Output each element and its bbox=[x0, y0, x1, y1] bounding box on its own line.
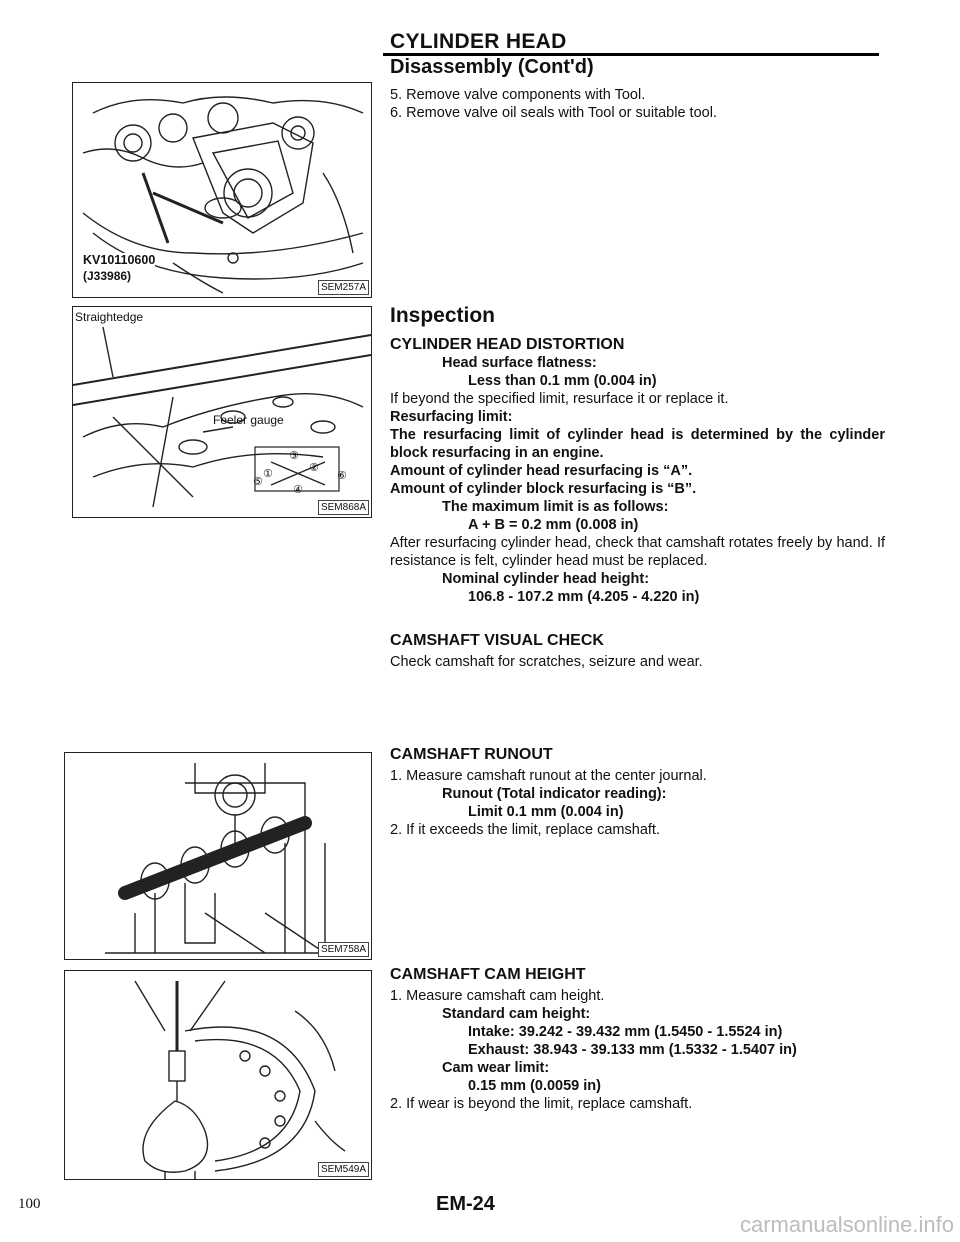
beyond-limit-note: If beyond the specified limit, resurface it or replace it. bbox=[390, 391, 729, 407]
intake-cam-height: Intake: 39.242 - 39.432 mm (1.5450 - 1.5524 in) bbox=[468, 1024, 783, 1040]
runout-heading: CAMSHAFT RUNOUT bbox=[390, 746, 553, 763]
cam-height-step-2: 2. If wear is beyond the limit, replace camshaft. bbox=[390, 1096, 693, 1112]
visual-check-heading: CAMSHAFT VISUAL CHECK bbox=[390, 632, 604, 649]
figure-code: SEM549A bbox=[318, 1162, 369, 1177]
maximum-limit-label: The maximum limit is as follows: bbox=[442, 499, 669, 515]
amount-block-resurfacing: Amount of cylinder block resurfacing is “B”. bbox=[390, 481, 697, 497]
maximum-limit-value: A + B = 0.2 mm (0.008 in) bbox=[468, 517, 639, 533]
cam-wear-limit-value: 0.15 mm (0.0059 in) bbox=[468, 1078, 601, 1094]
camshaft-runout-illustration bbox=[65, 753, 371, 959]
after-resurfacing-text: After resurfacing cylinder head, check that camshaft rotates freely by hand. If resistance is felt, cylinder head must be replaced. bbox=[390, 535, 885, 569]
disassembly-step-5: 5. Remove valve components with Tool. bbox=[390, 87, 646, 103]
position-marker-2: ② bbox=[309, 462, 319, 474]
nominal-height-value: 106.8 - 107.2 mm (4.205 - 4.220 in) bbox=[468, 589, 700, 605]
amount-head-resurfacing: Amount of cylinder head resurfacing is “A”. bbox=[390, 463, 693, 479]
cam-wear-limit-label: Cam wear limit: bbox=[442, 1060, 550, 1076]
cam-height-illustration bbox=[65, 971, 371, 1179]
position-marker-3: ③ bbox=[289, 450, 299, 462]
figure-straightedge-feeler-gauge bbox=[72, 306, 372, 518]
straightedge-label: Straightedge bbox=[75, 310, 144, 324]
inspection-heading: Inspection bbox=[390, 304, 496, 327]
distortion-heading: CYLINDER HEAD DISTORTION bbox=[390, 336, 625, 353]
standard-cam-height-label: Standard cam height: bbox=[442, 1006, 591, 1022]
tool-alt-number-label: (J33986) bbox=[83, 269, 132, 283]
section-camshaft-visual-check bbox=[390, 632, 885, 671]
page-number: 100 bbox=[18, 1196, 41, 1212]
visual-check-text: Check camshaft for scratches, seizure and wear. bbox=[390, 654, 703, 670]
head-distortion-illustration bbox=[73, 307, 371, 517]
exhaust-cam-height: Exhaust: 38.943 - 39.133 mm (1.5332 - 1.5407 in) bbox=[468, 1042, 797, 1058]
section-camshaft-cam-height bbox=[390, 966, 885, 1113]
figure-cam-height bbox=[64, 970, 372, 1180]
runout-step-1: 1. Measure camshaft runout at the center journal. bbox=[390, 768, 707, 784]
nominal-height-label: Nominal cylinder head height: bbox=[442, 571, 650, 587]
page-subtitle: Disassembly (Cont'd) bbox=[390, 56, 594, 78]
cam-height-step-1: 1. Measure camshaft cam height. bbox=[390, 988, 605, 1004]
figure-code: SEM758A bbox=[318, 942, 369, 957]
figure-camshaft-runout bbox=[64, 752, 372, 960]
section-camshaft-runout bbox=[390, 746, 885, 839]
position-marker-5: ⑤ bbox=[253, 476, 263, 488]
section-cylinder-head-distortion bbox=[390, 336, 885, 606]
flatness-value: Less than 0.1 mm (0.004 in) bbox=[468, 373, 657, 389]
resurfacing-limit-label: Resurfacing limit: bbox=[390, 409, 513, 425]
disassembly-step-6: 6. Remove valve oil seals with Tool or suitable tool. bbox=[390, 105, 717, 121]
figure-code: SEM868A bbox=[318, 500, 369, 515]
watermark: carmanualsonline.info bbox=[739, 1212, 954, 1237]
disassembly-steps bbox=[390, 86, 885, 122]
figure-valve-spring-compressor bbox=[72, 82, 372, 298]
page-code: EM-24 bbox=[436, 1193, 495, 1215]
resurfacing-limit-text: The resurfacing limit of cylinder head is determined by the cylinder block resurfacing in an engine. bbox=[390, 427, 885, 461]
figure-code: SEM257A bbox=[318, 280, 369, 295]
page-title: CYLINDER HEAD bbox=[390, 30, 567, 53]
runout-step-2: 2. If it exceeds the limit, replace camshaft. bbox=[390, 822, 660, 838]
feeler-gauge-label: Feeler gauge bbox=[213, 413, 284, 427]
position-marker-1: ① bbox=[263, 468, 273, 480]
position-marker-4: ④ bbox=[293, 484, 303, 496]
cam-height-heading: CAMSHAFT CAM HEIGHT bbox=[390, 966, 586, 983]
flatness-label: Head surface flatness: bbox=[442, 355, 597, 371]
position-marker-6: ⑥ bbox=[337, 470, 347, 482]
runout-limit: Limit 0.1 mm (0.004 in) bbox=[468, 804, 624, 820]
tool-number-label: KV10110600 bbox=[83, 253, 156, 267]
runout-label: Runout (Total indicator reading): bbox=[442, 786, 667, 802]
